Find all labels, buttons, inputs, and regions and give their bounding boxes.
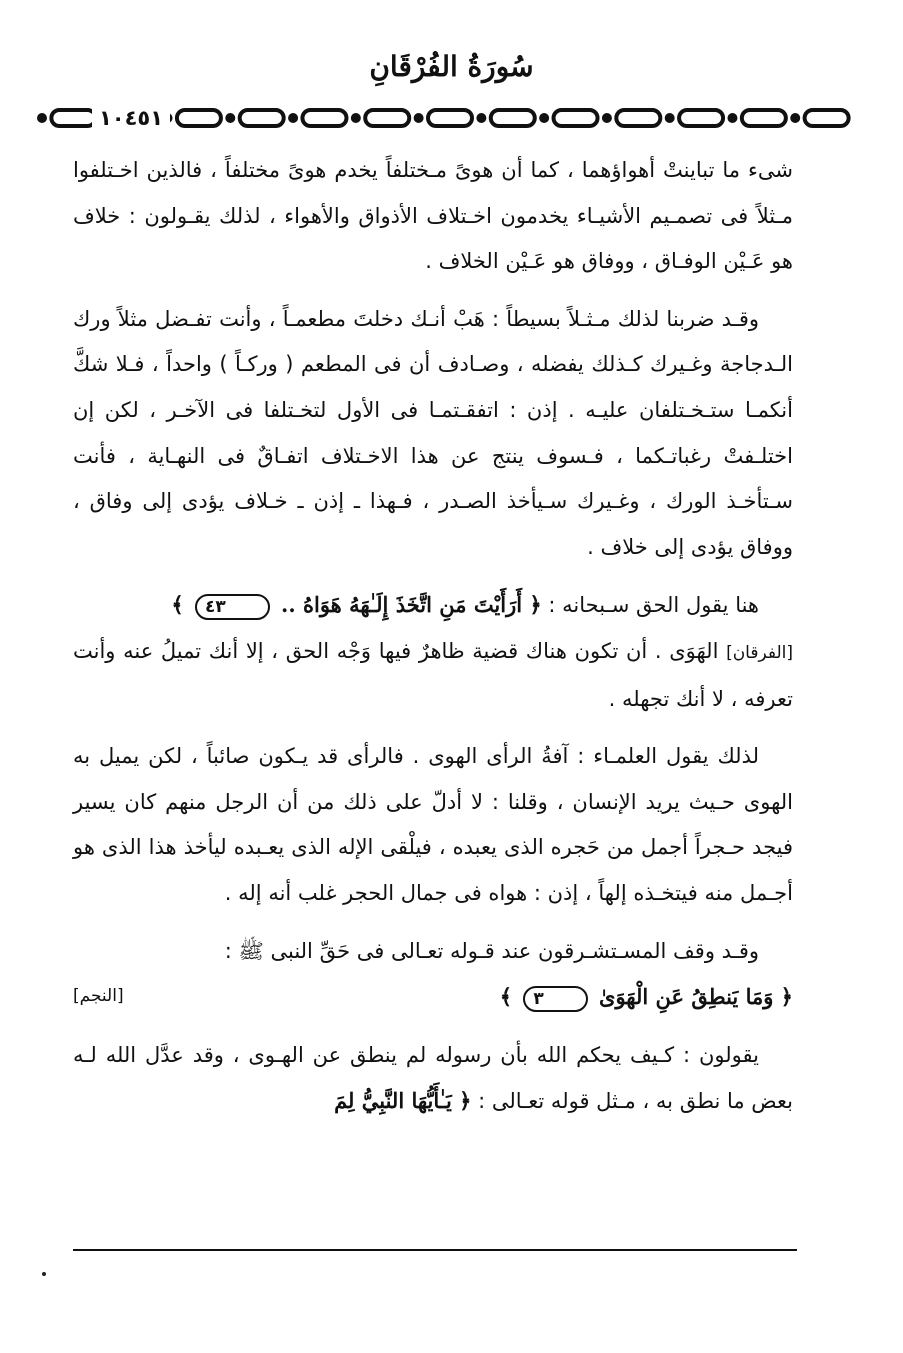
- paragraph-text: يقولون : كـيف يحكم الله بأن رسوله لم ينطق عن الهـوى ، وقد عدَّل الله لـه بعض ما نطق به ، مـثل قوله تعـالى :: [73, 1042, 793, 1114]
- chain-link: [302, 110, 346, 126]
- paragraph: [73, 1033, 793, 1125]
- chain-link: [679, 110, 723, 126]
- quran-close-bracket: ﴾: [499, 984, 520, 1010]
- page-number: ١٠٤٥١: [92, 106, 170, 130]
- chain-dot: [39, 115, 45, 121]
- paragraph: [73, 582, 793, 722]
- chain-link: [240, 110, 284, 126]
- chain-dot: [290, 115, 296, 121]
- quran-verse: ﴿ أَرَأَيْتَ مَنِ اتَّخَذَ إِلَـٰهَهُ هَوَاهُ ..: [273, 592, 542, 618]
- chain-dot: [227, 115, 233, 121]
- chain-link: [742, 110, 786, 126]
- chain-dot: [478, 115, 484, 121]
- quran-verse: ﴿ يَـٰأَيُّهَا النَّبِيُّ لِمَ: [334, 1088, 472, 1114]
- chain-dot: [792, 115, 798, 121]
- quran-verse: ﴿ وَمَا يَنطِقُ عَنِ الْهَوَىٰ: [591, 984, 793, 1010]
- chain-link: [616, 110, 660, 126]
- chain-dot: [353, 115, 359, 121]
- chain-dot: [604, 115, 610, 121]
- chain-link: [428, 110, 472, 126]
- surah-reference: [الفرقان]: [726, 642, 793, 663]
- ayah-number: ٤٣: [195, 594, 270, 620]
- chain-dot: [729, 115, 735, 121]
- surah-reference: [النجم]: [73, 986, 124, 1007]
- chain-link: [491, 110, 535, 126]
- chain-dot: [541, 115, 547, 121]
- chain-link: [805, 110, 849, 126]
- paragraph: لذلك يقول العلمـاء : آفةُ الرأى الهوى . فالرأى قد يـكون صائباً ، لكن يميل به الهوى حـيث يريد الإنسان ، وقلنا : لا أدلّ على ذلك من أن الرجل منهم كان يسير فيجد حـجراً أجمل من حَجره الذى يعبده ، فيلْقى الإله الذى يعـبده ليأخذ هذا الذى هو أجـمل منه فيتخـذه إلهاً ، إذن : هواه فى جمال الحجر غلب أنه إله .: [73, 744, 793, 905]
- chain-link: [177, 110, 221, 126]
- ayah-number: ٣: [523, 986, 587, 1012]
- chain-link: [554, 110, 598, 126]
- footer-rule: [73, 1249, 797, 1251]
- surah-title: سُورَةُ الفُرْقَانِ: [369, 50, 534, 83]
- paragraph: شىء ما تباينتْ أهواؤهما ، كما أن هوىً مـختلفاً يخدم هوىً مختلفاً ، فالذين اخـتلفوا مـثلاً فى تصمـيم الأشيـاء يخدمون اخـتلاف الأذواق والأهواء ، لذلك يقـولون : خلاف هو عَـيْن الوفـاق ، ووفاق هو عَـيْن الخلاف .: [73, 158, 793, 274]
- paragraph: وقـد ضربنا لذلك مـثـلاً بسيطاً : هَبْ أنـك دخلتَ مطعمـاً ، وأنت تفـضل مثلاً ورك الـدجاجة وغـيرك كـذلك يفضله ، وصـادف أن فى المطعم ( وركـاً ) واحداً ، فـلا شكَّ أنكمـا ستـخـتلفان عليـه . إذن : اتفقـتمـا فى الأول لتخـتلفا فى الآخـر ، لكن إن اختلـفتْ رغباتـكما ، فـسوف ينتج عن هذا الاخـتلاف اتفـاقٌ فى النهـاية ، فأنت سـتأخـذ الورك ، وغـيرك سـيأخذ الصـدر ، فـهذا ـ إذن ـ خـلاف يؤدى إلى وفاق ، ووفاق يؤدى إلى خلاف .: [73, 306, 793, 559]
- paragraph-text: الهَوَى . أن تكون هناك قضية ظاهرٌ فيها وَجْه الحق ، إلا أنك تميلُ عنه وأنت تعرفه ، لا أنك تجهله .: [73, 638, 793, 711]
- chain-link: [51, 110, 95, 126]
- paragraph-text: هنا يقول الحق سـبحانه :: [541, 593, 759, 618]
- chain-dot: [667, 115, 673, 121]
- quran-close-bracket: ﴾: [171, 592, 191, 618]
- chain-dot: [416, 115, 422, 121]
- body-text: [73, 148, 793, 1125]
- chain-link: [365, 110, 409, 126]
- paragraph-text: وقـد وقف المسـتشـرقون عند قـوله تعـالى فى حَقِّ النبى ﷺ :: [224, 938, 759, 963]
- paragraph: [73, 929, 793, 1021]
- page-mark: [42, 1272, 46, 1276]
